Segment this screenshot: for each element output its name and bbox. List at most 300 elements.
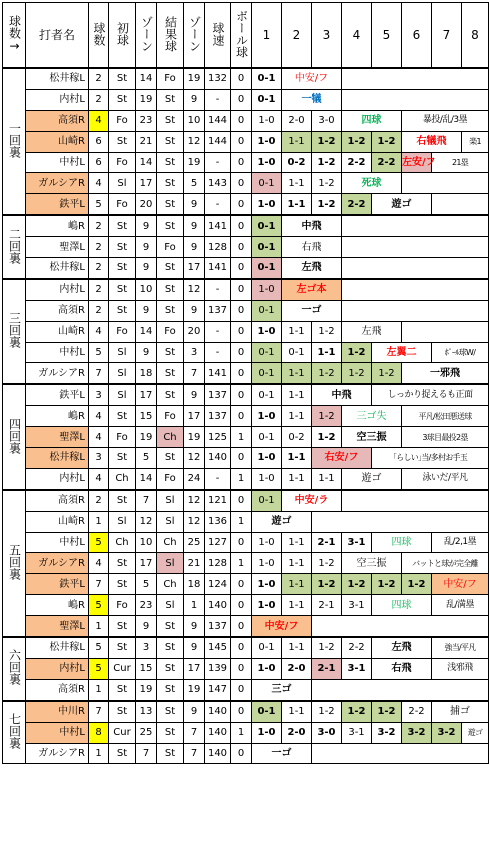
count-cell	[342, 279, 489, 300]
cell-speed: 125	[205, 427, 231, 448]
count-cell: 遊ゴ	[372, 194, 432, 215]
header-ball: ボール球	[231, 3, 252, 69]
cell-z2: 12	[184, 511, 205, 532]
count-cell: 2-0	[282, 722, 312, 743]
cell-ball: 0	[231, 637, 252, 658]
cell-batter: 嶋R	[26, 595, 89, 616]
count-cell	[342, 215, 489, 236]
header-row	[3, 3, 489, 69]
inning-label: 三回裏	[3, 279, 26, 384]
cell-batter: ガルシアR	[26, 363, 89, 384]
count-cell: 1-2	[312, 427, 342, 448]
cell-z2: 9	[184, 300, 205, 321]
count-cell: 0-1	[252, 427, 282, 448]
count-cell: 1-0	[252, 595, 282, 616]
count-cell	[342, 89, 489, 110]
cell-batter: 高須R	[26, 490, 89, 511]
cell-res: St	[157, 258, 184, 279]
cell-n: 7	[89, 701, 109, 722]
cell-n: 5	[89, 637, 109, 658]
count-cell: 0-1	[252, 300, 282, 321]
cell-batter: 山崎R	[26, 511, 89, 532]
count-cell: 1-2	[342, 363, 372, 384]
at-bat-row	[3, 701, 489, 722]
cell-ball: 0	[231, 448, 252, 469]
cell-first: Fo	[109, 321, 136, 342]
cell-first: St	[109, 279, 136, 300]
count-cell: 1-1	[282, 448, 312, 469]
cell-z1: 7	[136, 490, 157, 511]
cell-first: Fo	[109, 194, 136, 215]
cell-batter: 聖澤L	[26, 237, 89, 258]
at-bat-row	[3, 215, 489, 236]
cell-z2: 9	[184, 194, 205, 215]
count-cell: 左飛	[282, 258, 342, 279]
count-cell: 三ゴ	[252, 679, 312, 700]
cell-ball: 0	[231, 342, 252, 363]
cell-first: St	[109, 131, 136, 152]
header-first: 初球	[109, 3, 136, 69]
cell-n: 2	[89, 89, 109, 110]
count-cell: 空三振	[342, 553, 402, 574]
cell-z2: 19	[184, 152, 205, 173]
cell-n: 8	[89, 722, 109, 743]
at-bat-row	[3, 637, 489, 658]
count-cell: 1-2	[342, 574, 372, 595]
cell-ball: 1	[231, 468, 252, 489]
at-bat-row	[3, 722, 489, 743]
cell-z2: 24	[184, 468, 205, 489]
cell-z2: 18	[184, 574, 205, 595]
count-cell: 3-2	[402, 722, 432, 743]
count-cell: 四球	[342, 110, 402, 131]
cell-first: St	[109, 616, 136, 637]
cell-res: St	[157, 616, 184, 637]
cell-z1: 9	[136, 215, 157, 236]
cell-z2: 20	[184, 321, 205, 342]
cell-first: St	[109, 448, 136, 469]
count-cell: 2-1	[312, 658, 342, 679]
cell-z1: 10	[136, 279, 157, 300]
cell-n: 6	[89, 152, 109, 173]
cell-z2: 9	[184, 701, 205, 722]
cell-first: Sl	[109, 342, 136, 363]
cell-z2: 10	[184, 110, 205, 131]
cell-speed: -	[205, 468, 231, 489]
at-bat-table	[2, 2, 489, 764]
cell-res: Ch	[157, 532, 184, 553]
cell-n: 4	[89, 427, 109, 448]
cell-res: St	[157, 279, 184, 300]
header-count-1: 1	[252, 3, 282, 69]
cell-res: St	[157, 637, 184, 658]
count-cell: ｢らしい｣当/多村お手玉	[372, 448, 489, 469]
count-cell: 1-2	[342, 701, 372, 722]
at-bat-row	[3, 384, 489, 405]
count-cell: 1-2	[372, 701, 402, 722]
cell-speed: 143	[205, 173, 231, 194]
count-cell: 一ゴ	[282, 300, 342, 321]
count-cell: 平凡/松田悪送球	[402, 406, 489, 427]
cell-speed: 140	[205, 448, 231, 469]
at-bat-row	[3, 279, 489, 300]
cell-first: St	[109, 743, 136, 764]
cell-first: Fo	[109, 595, 136, 616]
header-zone1: ゾーン	[136, 3, 157, 69]
count-cell: 3-1	[342, 595, 372, 616]
cell-n: 5	[89, 595, 109, 616]
cell-speed: 140	[205, 701, 231, 722]
count-cell: 中飛	[282, 215, 342, 236]
cell-z1: 15	[136, 658, 157, 679]
count-cell: 3-1	[342, 722, 372, 743]
cell-first: St	[109, 637, 136, 658]
cell-res: St	[157, 743, 184, 764]
cell-n: 4	[89, 173, 109, 194]
cell-batter: 中村L	[26, 722, 89, 743]
cell-batter: ガルシアR	[26, 173, 89, 194]
count-cell	[312, 511, 489, 532]
cell-z1: 10	[136, 532, 157, 553]
cell-res: St	[157, 215, 184, 236]
count-cell: 1-0	[252, 406, 282, 427]
count-cell: 捕ゴ	[432, 701, 489, 722]
cell-ball: 0	[231, 68, 252, 89]
cell-res: Fo	[157, 406, 184, 427]
header-count-6: 6	[402, 3, 432, 69]
cell-res: St	[157, 300, 184, 321]
cell-res: St	[157, 722, 184, 743]
at-bat-row	[3, 448, 489, 469]
cell-batter: 松井稼L	[26, 68, 89, 89]
count-cell	[312, 616, 489, 637]
count-cell: 1-1	[282, 637, 312, 658]
cell-z1: 9	[136, 616, 157, 637]
cell-batter: 高須R	[26, 679, 89, 700]
cell-batter: 内村L	[26, 468, 89, 489]
cell-res: Fo	[157, 68, 184, 89]
cell-z1: 17	[136, 173, 157, 194]
count-cell: 0-1	[252, 384, 282, 405]
count-cell: 1-0	[252, 658, 282, 679]
count-cell: 1-1	[282, 595, 312, 616]
cell-n: 4	[89, 406, 109, 427]
count-cell: 0-1	[252, 342, 282, 363]
cell-speed: 141	[205, 363, 231, 384]
count-cell: 一邪飛	[402, 363, 489, 384]
header-speed: 球速	[205, 3, 231, 69]
cell-n: 3	[89, 384, 109, 405]
cell-n: 7	[89, 574, 109, 595]
cell-z1: 20	[136, 194, 157, 215]
count-cell	[342, 68, 489, 89]
cell-speed: 139	[205, 658, 231, 679]
cell-speed: 140	[205, 595, 231, 616]
count-cell: 0-1	[252, 215, 282, 236]
cell-ball: 0	[231, 595, 252, 616]
cell-z1: 14	[136, 152, 157, 173]
cell-first: Ch	[109, 532, 136, 553]
cell-speed: 137	[205, 406, 231, 427]
at-bat-row	[3, 173, 489, 194]
count-cell: 一犠	[282, 89, 342, 110]
cell-res: Ch	[157, 427, 184, 448]
cell-batter: 松井稼L	[26, 448, 89, 469]
count-cell: 暴投/乱/3塁	[402, 110, 489, 131]
cell-first: St	[109, 574, 136, 595]
count-cell: 中安/フ	[282, 68, 342, 89]
count-cell: 三ゴ失	[342, 406, 402, 427]
cell-speed: -	[205, 194, 231, 215]
count-cell	[342, 237, 489, 258]
count-cell: 3球目最投2塁	[402, 427, 489, 448]
cell-res: St	[157, 701, 184, 722]
cell-speed: -	[205, 342, 231, 363]
count-cell: 21塁	[432, 152, 489, 173]
count-cell: 1-0	[252, 468, 282, 489]
cell-batter: 中村L	[26, 152, 89, 173]
cell-n: 4	[89, 321, 109, 342]
cell-res: St	[157, 194, 184, 215]
cell-z1: 23	[136, 110, 157, 131]
cell-n: 5	[89, 342, 109, 363]
count-cell: 1-1	[282, 468, 312, 489]
cell-first: Sl	[109, 511, 136, 532]
count-cell: 2-1	[312, 595, 342, 616]
at-bat-row	[3, 743, 489, 764]
cell-speed: 128	[205, 237, 231, 258]
cell-batter: 高須R	[26, 110, 89, 131]
cell-ball: 0	[231, 300, 252, 321]
cell-speed: 147	[205, 679, 231, 700]
cell-speed: 140	[205, 743, 231, 764]
count-cell: 中飛	[312, 384, 372, 405]
cell-batter: ガルシアR	[26, 743, 89, 764]
cell-z1: 5	[136, 574, 157, 595]
count-cell	[342, 258, 489, 279]
count-cell: 右犠飛	[402, 131, 462, 152]
at-bat-row	[3, 490, 489, 511]
cell-z2: 19	[184, 679, 205, 700]
cell-ball: 0	[231, 574, 252, 595]
count-cell: 1-2	[312, 553, 342, 574]
cell-n: 4	[89, 468, 109, 489]
count-cell	[312, 743, 489, 764]
cell-batter: 高須R	[26, 300, 89, 321]
cell-first: St	[109, 490, 136, 511]
cell-z2: 3	[184, 342, 205, 363]
cell-batter: 松井稼L	[26, 637, 89, 658]
cell-res: Fo	[157, 468, 184, 489]
cell-first: St	[109, 406, 136, 427]
cell-z1: 19	[136, 89, 157, 110]
at-bat-row	[3, 321, 489, 342]
cell-batter: 中川R	[26, 701, 89, 722]
count-cell: 泳いだ/平凡	[402, 468, 489, 489]
cell-z2: 12	[184, 448, 205, 469]
count-cell: 1-1	[282, 363, 312, 384]
cell-res: St	[157, 658, 184, 679]
count-cell	[342, 490, 489, 511]
inning-label: 一回裏	[3, 68, 26, 215]
at-bat-row	[3, 89, 489, 110]
cell-first: Sl	[109, 363, 136, 384]
count-cell: 0-1	[252, 701, 282, 722]
count-cell: 左安/フ	[402, 152, 432, 173]
cell-ball: 0	[231, 384, 252, 405]
cell-z2: 12	[184, 490, 205, 511]
cell-batter: ガルシアR	[26, 553, 89, 574]
count-cell: 2-2	[402, 701, 432, 722]
cell-res: St	[157, 384, 184, 405]
header-zone2: ゾーン	[184, 3, 205, 69]
cell-res: Sl	[157, 595, 184, 616]
count-cell: 2-0	[282, 110, 312, 131]
count-cell: 中安/ラ	[282, 490, 342, 511]
count-cell: 1-0	[252, 110, 282, 131]
count-cell: 0-1	[252, 89, 282, 110]
at-bat-row	[3, 194, 489, 215]
cell-first: Sl	[109, 384, 136, 405]
cell-z2: 5	[184, 173, 205, 194]
cell-z2: 7	[184, 722, 205, 743]
count-cell: 2-2	[342, 194, 372, 215]
count-cell: 1-2	[402, 574, 432, 595]
count-cell: 乱/満塁	[432, 595, 489, 616]
count-cell: 1-2	[342, 131, 372, 152]
at-bat-row	[3, 237, 489, 258]
header-inning: 球数→	[3, 3, 26, 69]
count-cell: 右飛	[282, 237, 342, 258]
cell-z2: 12	[184, 131, 205, 152]
cell-batter: 鉄平L	[26, 574, 89, 595]
cell-first: St	[109, 89, 136, 110]
count-cell: ﾎﾟｰﾙ球W/	[432, 342, 489, 363]
cell-ball: 0	[231, 258, 252, 279]
count-cell: 3-2	[372, 722, 402, 743]
count-cell: 1-1	[282, 194, 312, 215]
count-cell: 1-0	[252, 131, 282, 152]
cell-ball: 0	[231, 89, 252, 110]
count-cell: 1-0	[252, 194, 282, 215]
at-bat-row	[3, 342, 489, 363]
count-cell: 1-2	[312, 363, 342, 384]
count-cell: 0-1	[252, 237, 282, 258]
count-cell: 0-1	[252, 490, 282, 511]
count-cell: 空三振	[342, 427, 402, 448]
count-cell: 遊ゴ	[252, 511, 312, 532]
count-cell: 1-1	[282, 532, 312, 553]
cell-n: 5	[89, 194, 109, 215]
cell-speed: 137	[205, 384, 231, 405]
cell-ball: 0	[231, 173, 252, 194]
cell-speed: 145	[205, 637, 231, 658]
count-cell: 1-2	[312, 406, 342, 427]
cell-first: Cur	[109, 722, 136, 743]
at-bat-row	[3, 679, 489, 700]
cell-z1: 13	[136, 701, 157, 722]
cell-batter: 内村L	[26, 279, 89, 300]
count-cell: 0-1	[252, 258, 282, 279]
count-cell: 1-0	[252, 152, 282, 173]
cell-z2: 7	[184, 363, 205, 384]
count-cell: 1-2	[312, 131, 342, 152]
cell-n: 1	[89, 743, 109, 764]
cell-batter: 山崎R	[26, 321, 89, 342]
inning-label: 五回裏	[3, 490, 26, 637]
count-cell	[402, 173, 489, 194]
inning-label: 二回裏	[3, 215, 26, 279]
cell-first: St	[109, 68, 136, 89]
cell-z1: 25	[136, 722, 157, 743]
cell-z1: 23	[136, 595, 157, 616]
cell-z2: 12	[184, 279, 205, 300]
cell-ball: 1	[231, 553, 252, 574]
count-cell: 1-2	[372, 574, 402, 595]
cell-z1: 9	[136, 258, 157, 279]
count-cell: 1-1	[282, 131, 312, 152]
cell-res: Sl	[157, 490, 184, 511]
cell-first: Sl	[109, 173, 136, 194]
cell-first: St	[109, 237, 136, 258]
inning-label: 六回裏	[3, 637, 26, 701]
cell-n: 6	[89, 131, 109, 152]
scoresheet	[2, 2, 488, 764]
count-cell: 中安/フ	[432, 574, 489, 595]
count-cell: 1-2	[312, 152, 342, 173]
cell-z1: 19	[136, 427, 157, 448]
count-cell: 1-1	[282, 406, 312, 427]
count-cell: 左飛	[342, 321, 402, 342]
cell-ball: 0	[231, 490, 252, 511]
count-cell: 右飛	[372, 658, 432, 679]
cell-ball: 0	[231, 701, 252, 722]
header-count-4: 4	[342, 3, 372, 69]
count-cell: 死球	[342, 173, 402, 194]
count-cell: 1-0	[252, 722, 282, 743]
cell-z2: 17	[184, 406, 205, 427]
count-cell: 1-2	[312, 321, 342, 342]
header-count-3: 3	[312, 3, 342, 69]
cell-res: Fo	[157, 321, 184, 342]
count-cell: 0-1	[282, 342, 312, 363]
cell-n: 4	[89, 110, 109, 131]
cell-z1: 14	[136, 468, 157, 489]
cell-speed: 140	[205, 722, 231, 743]
cell-speed: -	[205, 152, 231, 173]
cell-z1: 14	[136, 321, 157, 342]
cell-z2: 19	[184, 427, 205, 448]
cell-batter: 鉄平L	[26, 194, 89, 215]
count-cell: 1-2	[312, 701, 342, 722]
cell-batter: 内村L	[26, 658, 89, 679]
inning-label: 四回裏	[3, 384, 26, 489]
at-bat-row	[3, 300, 489, 321]
cell-speed: 144	[205, 131, 231, 152]
cell-n: 2	[89, 279, 109, 300]
count-cell: 左翼二	[372, 342, 432, 363]
cell-speed: -	[205, 321, 231, 342]
count-cell: 2-2	[342, 152, 372, 173]
cell-res: Fo	[157, 237, 184, 258]
count-cell: 1-0	[252, 553, 282, 574]
cell-ball: 0	[231, 532, 252, 553]
count-cell: 1-2	[372, 131, 402, 152]
count-cell	[432, 194, 489, 215]
count-cell: 1-1	[282, 553, 312, 574]
count-cell: 中安/フ	[252, 616, 312, 637]
count-cell: 2-1	[312, 532, 342, 553]
